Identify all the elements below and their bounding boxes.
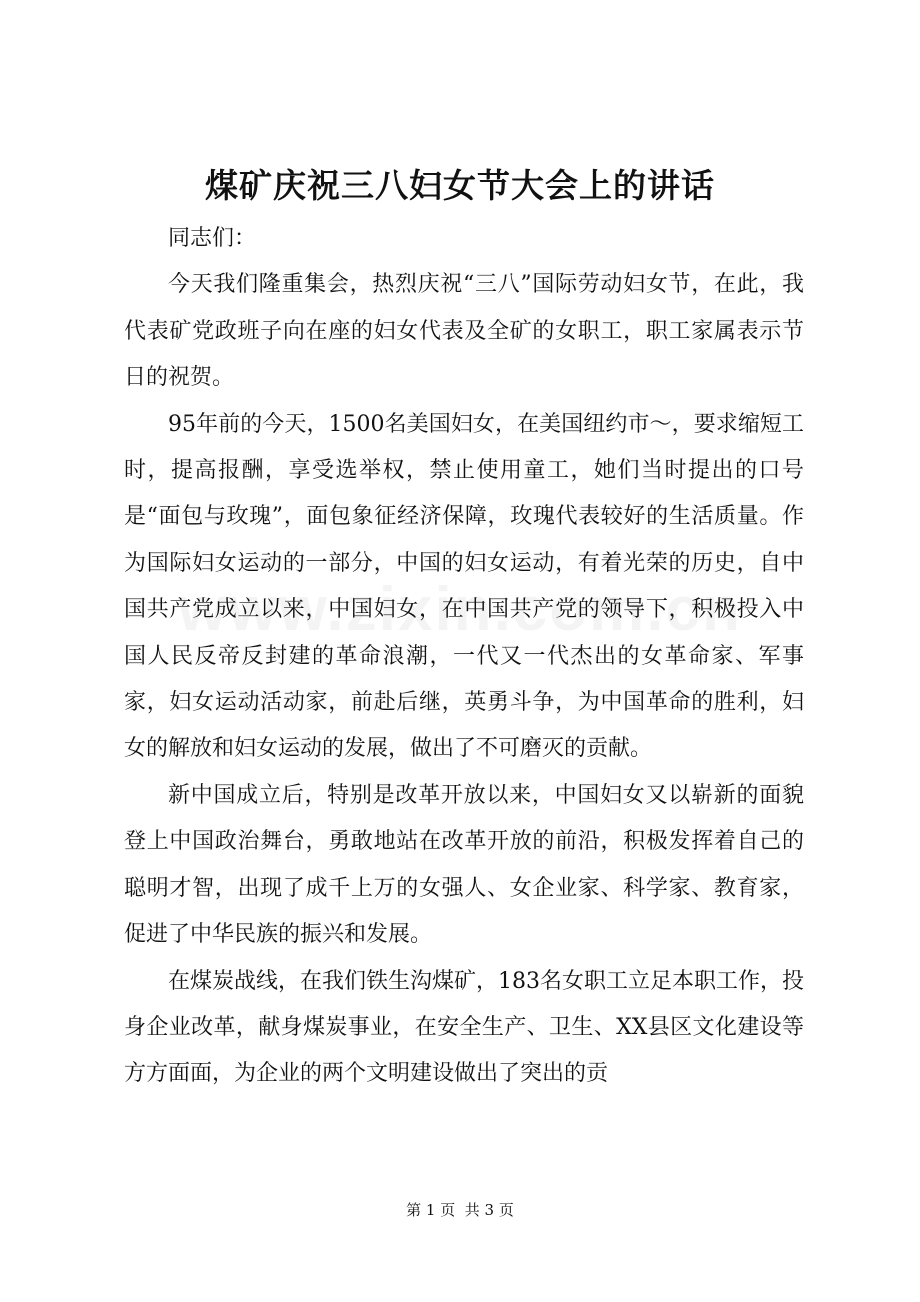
- page-number-label: 第 1 页 共 3 页: [406, 1201, 514, 1219]
- document-body: [124, 216, 804, 1098]
- salutation-paragraph: 同志们：: [168, 226, 257, 251]
- document-title: 煤矿庆祝三八妇女节大会上的讲话: [205, 166, 715, 205]
- body-paragraph-2: 95年前的今天，1500名美国妇女，在美国纽约市～，要求缩短工时，提高报酬，享受选举权，禁止使用童工，她们当时提出的口号是“面包与玫瑰”，面包象征经济保障，玫瑰代表较好的生活质量。作为国际妇女运动的一部分，中国的妇女运动，有着光荣的历史，自中国共产党成立以来，中国妇女，在中国共产党的领导下，积极投入中国人民反帝反封建的革命浪潮，一代又一代杰出的女革命家、军事家，妇女运动活动家，前赴后继，英勇斗争，为中国革命的胜利，妇女的解放和妇女运动的发展，做出了不可磨灭的贡献。: [124, 411, 804, 762]
- body-paragraph-1: 今天我们隆重集会，热烈庆祝“三八”国际劳动妇女节，在此，我代表矿党政班子向在座的妇女代表及全矿的女职工，职工家属表示节日的祝贺。: [124, 272, 804, 391]
- body-paragraph-3: 新中国成立后，特别是改革开放以来，中国妇女又以崭新的面貌登上中国政治舞台，勇敢地站在改革开放的前沿，积极发挥着自己的聪明才智，出现了成千上万的女强人、女企业家、科学家、教育家，促进了中华民族的振兴和发展。: [124, 782, 804, 948]
- page-footer: [0, 1198, 920, 1222]
- body-paragraph-4: 在煤炭战线，在我们铁生沟煤矿，183名女职工立足本职工作，投身企业改革，献身煤炭事业，在安全生产、卫生、XX县区文化建设等方方面面，为企业的两个文明建设做出了突出的贡: [124, 968, 804, 1087]
